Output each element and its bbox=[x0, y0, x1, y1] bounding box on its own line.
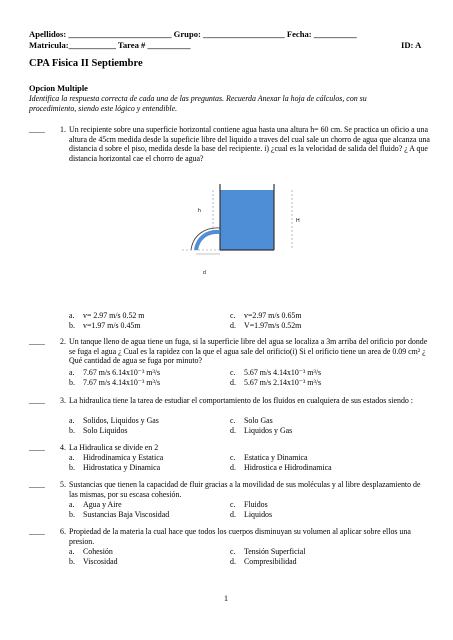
water-fill bbox=[220, 190, 274, 250]
question-6 bbox=[29, 527, 434, 547]
option-letter: b. bbox=[69, 321, 75, 330]
answer-blank[interactable]: ____ bbox=[29, 396, 45, 405]
question-text: Sustancias que tienen la capacidad de fluir gracias a la movilidad de sus moléculas y al libre desplazamiento de las mismas, por su escasa cohesión. bbox=[69, 480, 421, 499]
option-letter: c. bbox=[230, 311, 236, 320]
option-text: Hidrostatica y Dinamica bbox=[83, 463, 161, 472]
question-3 bbox=[29, 396, 434, 416]
page-number: 1 bbox=[224, 594, 228, 603]
option-letter: c. bbox=[230, 368, 236, 377]
option-text: Estatica y Dinamica bbox=[244, 453, 308, 462]
question-2 bbox=[29, 337, 434, 367]
header-name-group-date-line: Apellidos: ________________________ Grupo: ___________________ Fecha: __________ bbox=[29, 29, 357, 39]
option-text: Tensión Superficial bbox=[244, 547, 306, 556]
option-letter: c. bbox=[230, 453, 236, 462]
option-text: v=2.97 m/s 0.65m bbox=[244, 311, 302, 320]
answer-blank[interactable]: ____ bbox=[29, 527, 45, 536]
option-letter: d. bbox=[230, 321, 236, 330]
label-h: h bbox=[198, 208, 201, 214]
option-letter: d. bbox=[230, 426, 236, 435]
option-text: v= 2.97 m/s 0.52 m bbox=[83, 311, 145, 320]
header-id: ID: A bbox=[401, 40, 422, 50]
answer-blank[interactable]: ____ bbox=[29, 480, 45, 489]
option-text: Agua y Aire bbox=[83, 500, 122, 509]
option-text: Sustancias Baja Viscosidad bbox=[83, 510, 170, 519]
option-letter: a. bbox=[69, 416, 75, 425]
option-letter: d. bbox=[230, 557, 236, 566]
option-text: V=1.97m/s 0.52m bbox=[244, 321, 302, 330]
option-text: v=1.97 m/s 0.45m bbox=[83, 321, 141, 330]
question-number: 5. bbox=[60, 480, 66, 489]
question-4 bbox=[29, 443, 434, 453]
option-letter: b. bbox=[69, 378, 75, 387]
option-text: Fluidos bbox=[244, 500, 268, 509]
question-text: Un recipiente sobre una superficie horizontal contiene agua hasta una altura h= 60 cm. Se practica un oficio a una altura de 45cm medida desde la supeficie libre del liquido a traves del cual sale un chorro de agua que alcanza una distancia d sobre el piso, medida desde la base del recipiente. i) ¿cual es la velocidad de salida del fluido? ¿ A que distancia horizontal cae el chorro de agua? bbox=[69, 125, 430, 164]
question-text: La hidraulica tiene la tarea de estudiar el comportamiento de los fluidos en cualquiera de sus estados siendo : bbox=[69, 396, 414, 405]
option-letter: d. bbox=[230, 510, 236, 519]
question-text: Propiedad de la materia la cual hace que todos los cuerpos disminuyan su volumen al aplicar sobre ellos una presion. bbox=[69, 527, 411, 546]
question-1 bbox=[29, 125, 434, 165]
option-text: 5.67 m/s 2.14x10⁻³ m³/s bbox=[244, 378, 322, 387]
question-number: 2. bbox=[60, 337, 66, 346]
instructions-line-2: procedimiento, siendo este lógico y entendible. bbox=[29, 104, 178, 113]
option-letter: b. bbox=[69, 463, 75, 472]
question-5 bbox=[29, 480, 434, 500]
option-letter: b. bbox=[69, 510, 75, 519]
option-text: Solo Liquidos bbox=[83, 426, 128, 435]
instructions-line-1: Identifica la respuesta correcta de cada una de las preguntas. Recuerda Anexar la hoja de cálculos, con su bbox=[29, 94, 367, 103]
tank-diagram bbox=[180, 184, 300, 280]
option-letter: d. bbox=[230, 463, 236, 472]
question-text: La Hidraulica se divide en 2 bbox=[69, 443, 159, 452]
section-heading: Opcion Multiple bbox=[29, 84, 88, 93]
answer-blank[interactable]: ____ bbox=[29, 443, 45, 452]
option-letter: c. bbox=[230, 416, 236, 425]
option-text: Cohesión bbox=[83, 547, 113, 556]
header-matricula-tarea-line: Matricula:___________ Tarea # __________ bbox=[29, 40, 191, 50]
option-letter: a. bbox=[69, 453, 75, 462]
option-text: Compresibilidad bbox=[244, 557, 297, 566]
option-text: 5.67 m/s 4.14x10⁻³ m³/s bbox=[244, 368, 322, 377]
option-letter: a. bbox=[69, 547, 75, 556]
option-text: Viscosidad bbox=[83, 557, 118, 566]
option-letter: d. bbox=[230, 378, 236, 387]
option-text: Liquidos bbox=[244, 510, 273, 519]
option-letter: a. bbox=[69, 500, 75, 509]
option-text: Liquidos y Gas bbox=[244, 426, 293, 435]
question-number: 1. bbox=[60, 125, 66, 134]
option-letter: a. bbox=[69, 311, 75, 320]
option-letter: b. bbox=[69, 426, 75, 435]
label-d: d bbox=[203, 270, 206, 276]
option-text: Hidrostica e Hidrodinamica bbox=[244, 463, 332, 472]
option-letter: c. bbox=[230, 547, 236, 556]
answer-blank[interactable]: ____ bbox=[29, 125, 45, 134]
option-letter: b. bbox=[69, 557, 75, 566]
water-jet bbox=[196, 232, 220, 250]
question-number: 4. bbox=[60, 443, 66, 452]
question-text: Un tanque lleno de agua tiene un fuga, si la superficie libre del agua se localiza a 3m arriba del orificio por donde se fuga el agua ¿ Cual es la rapidez con la que el agua sale del orificio(i) Si el orificio tiene un area de 0.09 cm² ¿ Qué cantidad de agua se fuga por minuto? bbox=[69, 337, 428, 366]
question-number: 6. bbox=[60, 527, 66, 536]
page-title: CPA Fisica II Septiembre bbox=[29, 58, 143, 69]
question-number: 3. bbox=[60, 396, 66, 405]
option-letter: c. bbox=[230, 500, 236, 509]
option-text: Solidos, Liquidos y Gas bbox=[83, 416, 159, 425]
option-text: 7.67 m/s 4.14x10⁻³ m³/s bbox=[83, 378, 161, 387]
answer-blank[interactable]: ____ bbox=[29, 337, 45, 346]
label-H: H bbox=[296, 218, 300, 224]
option-letter: a. bbox=[69, 368, 75, 377]
option-text: 7.67 m/s 6.14x10⁻³ m³/s bbox=[83, 368, 161, 377]
option-text: Hidrodinamica y Estatica bbox=[83, 453, 164, 462]
option-text: Solo Gas bbox=[244, 416, 273, 425]
